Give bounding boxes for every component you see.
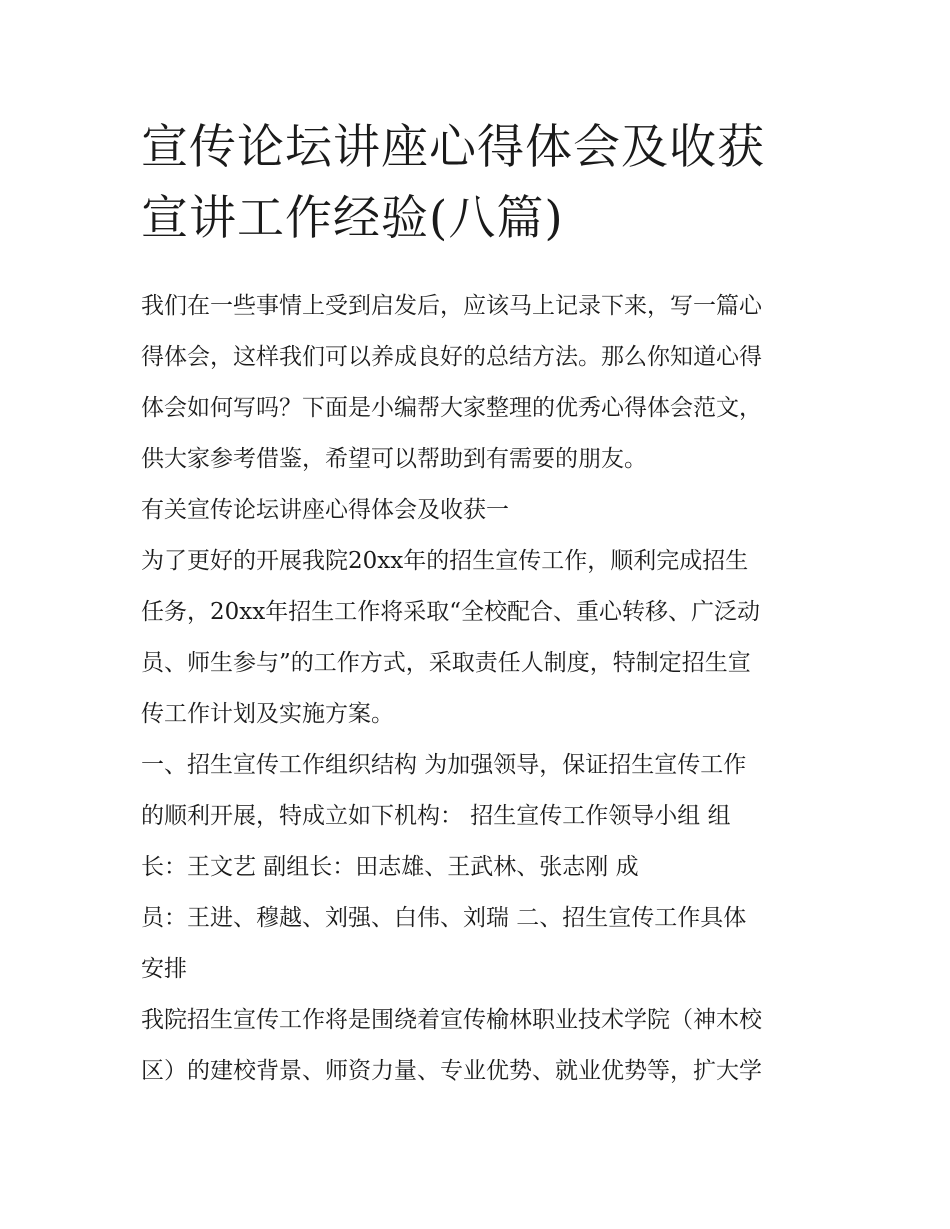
intro-paragraph xyxy=(141,281,821,485)
publicity-paragraph xyxy=(141,995,821,1097)
section-heading xyxy=(141,485,821,536)
text-line: 长：王文艺 副组长：田志雄、王武林、张志刚 成 xyxy=(141,854,639,880)
text-line: 为了更好的开展我院20xx年的招生宣传工作，顺利完成招生 xyxy=(141,548,749,574)
text-line: 一、招生宣传工作组织结构 为加强领导，保证招生宣传工作 xyxy=(141,752,747,778)
document-body xyxy=(141,281,821,1097)
text-line: 安排 xyxy=(141,956,187,982)
text-line: 任务，20xx年招生工作将采取“全校配合、重心转移、广泛动 xyxy=(141,599,760,625)
plan-paragraph xyxy=(141,536,821,740)
text-line: 员、师生参与”的工作方式，采取责任人制度，特制定招生宣 xyxy=(141,650,751,676)
text-line: 的顺利开展，特成立如下机构： 招生宣传工作领导小组 组 xyxy=(141,803,731,829)
text-line: 我院招生宣传工作将是围绕着宣传榆林职业技术学院（神木校 xyxy=(141,1007,762,1033)
text-line: 供大家参考借鉴，希望可以帮助到有需要的朋友。 xyxy=(141,446,647,472)
text-line: 我们在一些事情上受到启发后，应该马上记录下来，写一篇心 xyxy=(141,293,762,319)
organization-paragraph xyxy=(141,740,821,995)
text-line: 员：王进、穆越、刘强、白伟、刘瑞 二、招生宣传工作具体 xyxy=(141,905,747,931)
document-title xyxy=(141,112,821,254)
document-page xyxy=(141,112,821,1097)
text-line: 有关宣传论坛讲座心得体会及收获一 xyxy=(141,497,509,523)
text-line: 得体会，这样我们可以养成良好的总结方法。那么你知道心得 xyxy=(141,344,762,370)
title-line-2: 宣讲工作经验(八篇) xyxy=(141,191,564,246)
text-line: 传工作计划及实施方案。 xyxy=(141,701,394,727)
text-line: 区）的建校背景、师资力量、专业优势、就业优势等，扩大学 xyxy=(141,1058,762,1084)
title-line-1: 宣传论坛讲座心得体会及收获 xyxy=(141,120,765,175)
text-line: 体会如何写吗？下面是小编帮大家整理的优秀心得体会范文， xyxy=(141,395,762,421)
